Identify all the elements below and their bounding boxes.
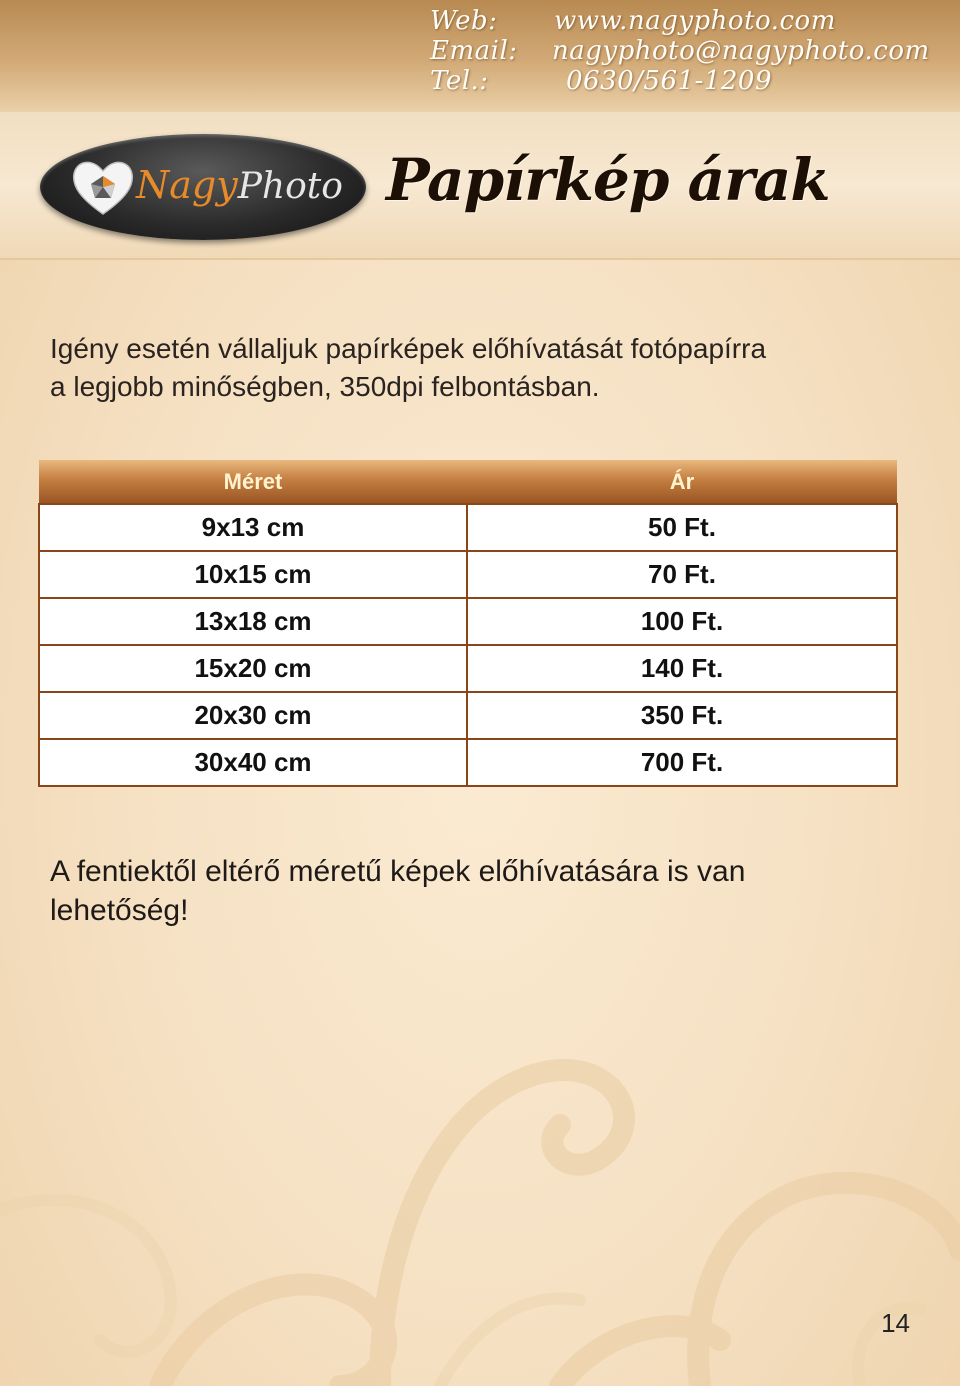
outro-paragraph	[50, 852, 910, 930]
size-cell: 20x30 cm	[39, 692, 467, 739]
price-cell: 100 Ft.	[467, 598, 897, 645]
outro-line-2: lehetőség!	[50, 894, 189, 927]
logo-word-photo: Photo	[237, 166, 343, 207]
table-header-row	[39, 460, 897, 504]
page-title: Papírkép árak	[386, 146, 830, 214]
intro-line-2: a legjobb minőségben, 350dpi felbontásban.	[50, 371, 600, 402]
table-row	[39, 551, 897, 598]
size-cell: 30x40 cm	[39, 739, 467, 786]
price-cell: 700 Ft.	[467, 739, 897, 786]
email-label: Email:	[430, 36, 518, 66]
table-row	[39, 504, 897, 551]
size-cell: 13x18 cm	[39, 598, 467, 645]
price-table	[38, 460, 898, 787]
header-price: Ár	[467, 460, 897, 504]
table-row	[39, 692, 897, 739]
table-row	[39, 739, 897, 786]
table-row	[39, 645, 897, 692]
size-cell: 15x20 cm	[39, 645, 467, 692]
outro-line-1: A fentiektől eltérő méretű képek előhívatására is van	[50, 855, 746, 888]
price-cell: 70 Ft.	[467, 551, 897, 598]
tel-label: Tel.:	[430, 66, 489, 96]
intro-paragraph	[50, 330, 910, 406]
web-link[interactable]: www.nagyphoto.com	[554, 6, 836, 36]
page-number: 14	[881, 1308, 910, 1338]
email-link[interactable]: nagyphoto@nagyphoto.com	[552, 36, 930, 66]
heart-camera-icon	[70, 156, 136, 218]
logo-word-nagy: Nagy	[136, 163, 238, 207]
web-label: Web:	[430, 6, 498, 36]
logo-wordmark	[136, 160, 343, 212]
size-cell: 9x13 cm	[39, 504, 467, 551]
price-cell: 140 Ft.	[467, 645, 897, 692]
price-cell: 350 Ft.	[467, 692, 897, 739]
price-cell: 50 Ft.	[467, 504, 897, 551]
table-row	[39, 598, 897, 645]
header-size: Méret	[39, 460, 467, 504]
tel-value: 0630/561-1209	[566, 66, 773, 96]
size-cell: 10x15 cm	[39, 551, 467, 598]
intro-line-1: Igény esetén vállaljuk papírképek előhívatását fotópapírra	[50, 333, 767, 364]
